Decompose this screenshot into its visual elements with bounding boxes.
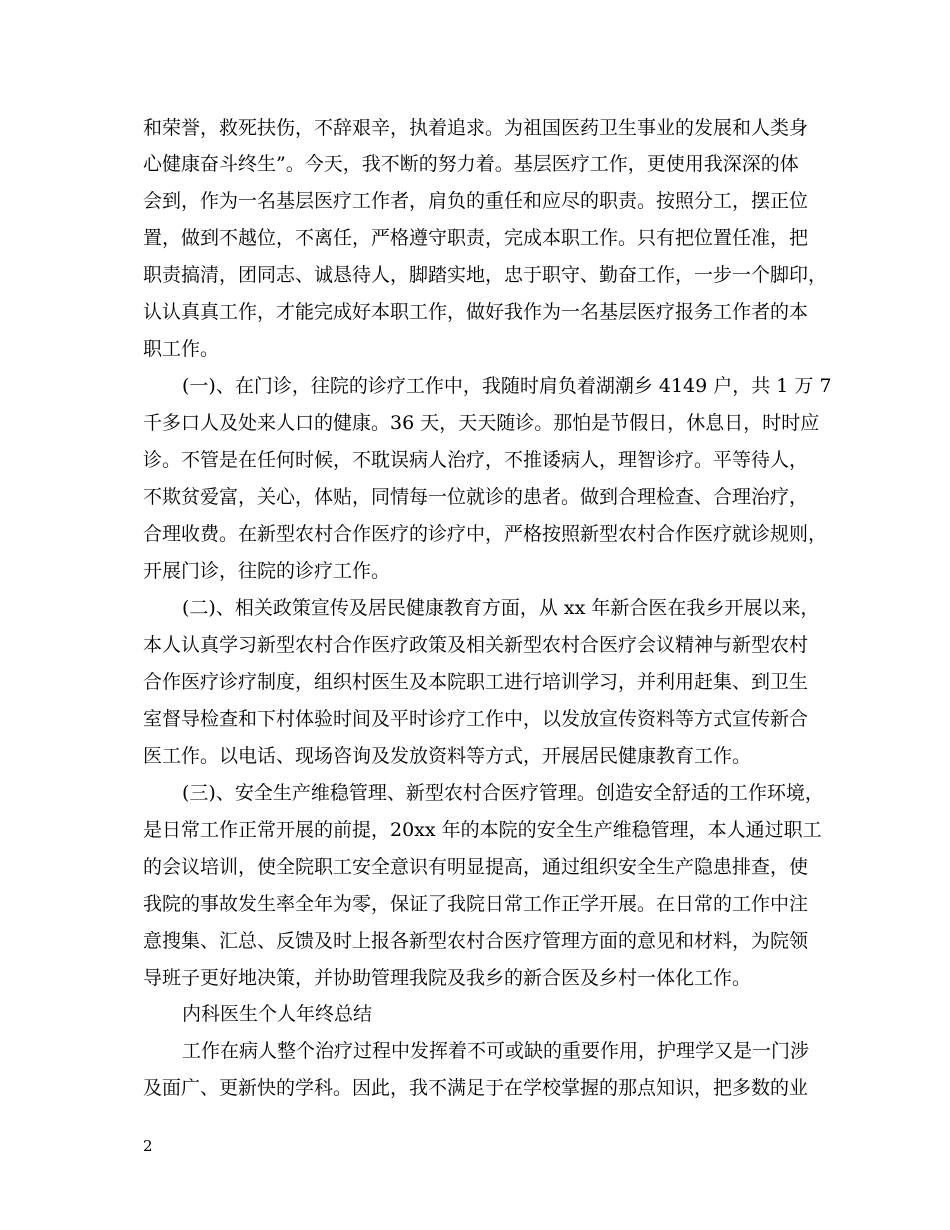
paragraph-3-start: (三)、安全生产维稳管理、新型农村合医疗管理。创造安全舒适的工作环境， bbox=[182, 782, 824, 804]
text-line: 合理收费。在新型农村合作医疗的诊疗中，严格按照新型农村合作医疗就诊规则， bbox=[143, 523, 828, 545]
page-number: 2 bbox=[143, 1137, 153, 1155]
text-line: 是日常工作正常开展的前提，20xx 年的本院的安全生产维稳管理，本人通过职工 bbox=[143, 819, 822, 841]
text-line: 千多口人及处来人口的健康。36 天，天天随诊。那怕是节假日，休息日，时时应 bbox=[143, 412, 820, 434]
paragraph-1-start: (一)、在门诊，往院的诊疗工作中，我随时肩负着湖潮乡 4149 户，共 1 万 7 bbox=[182, 375, 832, 397]
text-line: 本人认真学习新型农村合作医疗政策及相关新型农村合医疗会议精神与新型农村 bbox=[143, 634, 809, 656]
text-line: 室督导检查和下村体验时间及平时诊疗工作中，以发放宣传资料等方式宣传新合 bbox=[143, 708, 809, 730]
text-line: 合作医疗诊疗制度，组织村医生及本院职工进行培训学习，并利用赶集、到卫生 bbox=[143, 671, 809, 693]
text-line: 及面广、更新快的学科。因此，我不满足于在学校掌握的那点知识，把多数的业 bbox=[143, 1077, 809, 1099]
text-line: 诊。不管是在任何时候，不耽误病人治疗，不推诿病人，理智诊疗。平等待人， bbox=[143, 449, 809, 471]
text-line: 医工作。以电话、现场咨询及发放资料等方式，开展居民健康教育工作。 bbox=[143, 745, 752, 767]
text-line: 认认真真工作，才能完成好本职工作，做好我作为一名基层医疗报务工作者的本 bbox=[143, 301, 809, 323]
text-line: 职责搞清，团同志、诚恳待人，脚踏实地，忠于职守、勤奋工作，一步一个脚印， bbox=[143, 264, 828, 286]
text-line: 置，做到不越位，不离任，严格遵守职责，完成本职工作。只有把位置任准，把 bbox=[143, 227, 809, 249]
text-line: 心健康奋斗终生”。今天，我不断的努力着。基层医疗工作，更使用我深深的体 bbox=[143, 153, 799, 175]
text-line: 会到，作为一名基层医疗工作者，肩负的重任和应尽的职责。按照分工，摆正位 bbox=[143, 190, 809, 212]
text-line: 和荣誉，救死扶伤，不辞艰辛，执着追求。为祖国医药卫生事业的发展和人类身 bbox=[143, 117, 809, 139]
paragraph-4-start: 工作在病人整个治疗过程中发挥着不可或缺的重要作用，护理学又是一门涉 bbox=[182, 1040, 810, 1062]
text-line: 导班子更好地决策，并协助管理我院及我乡的新合医及乡村一体化工作。 bbox=[143, 967, 752, 989]
paragraph-2-start: (二)、相关政策宣传及居民健康教育方面，从 xx 年新合医在我乡开展以来， bbox=[182, 597, 820, 619]
text-line: 职工作。 bbox=[143, 338, 220, 360]
text-line: 的会议培训，使全院职工安全意识有明显提高，通过组织安全生产隐患排查，使 bbox=[143, 856, 809, 878]
section-heading: 内科医生个人年终总结 bbox=[182, 1003, 373, 1025]
text-line: 不欺贫爱富，关心，体贴，同情每一位就诊的患者。做到合理检查、合理治疗， bbox=[143, 486, 809, 508]
text-line: 开展门诊，往院的诊疗工作。 bbox=[143, 560, 391, 582]
text-line: 我院的事故发生率全年为零，保证了我院日常工作正学开展。在日常的工作中注 bbox=[143, 893, 809, 915]
text-line: 意搜集、汇总、反馈及时上报各新型农村合医疗管理方面的意见和材料，为院领 bbox=[143, 930, 809, 952]
